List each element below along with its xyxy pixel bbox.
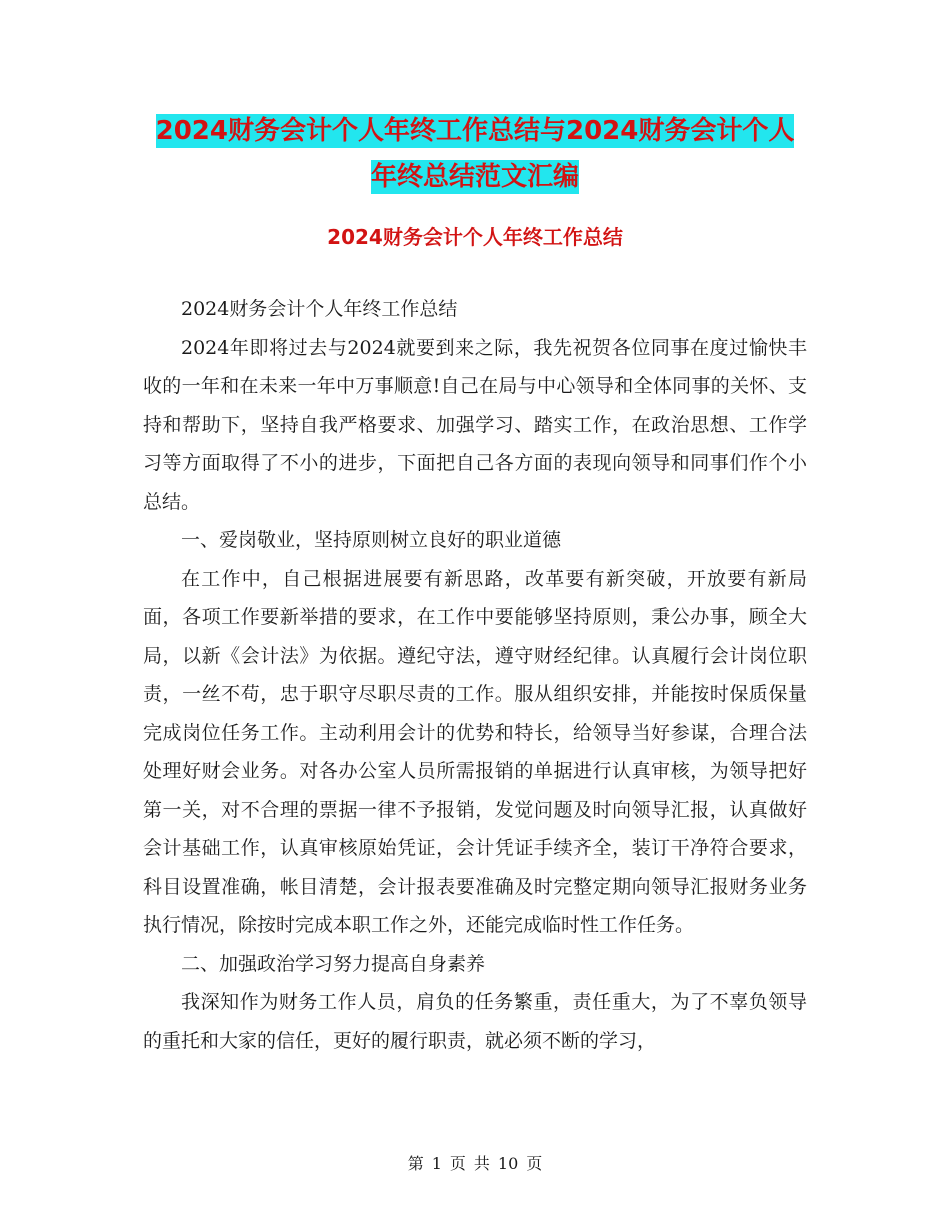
section-heading: 二、加强政治学习努力提高自身素养 (181, 952, 486, 975)
total-label: 共 (473, 1154, 490, 1173)
page-total: 10 (497, 1154, 519, 1173)
document-body (143, 290, 807, 1060)
page-current: 1 (431, 1154, 442, 1173)
document-title (0, 108, 950, 200)
title-line-1: 2024财务会计个人年终工作总结与2024财务会计个人 (155, 116, 795, 146)
page-footer (0, 1152, 950, 1176)
page-label-post: 页 (526, 1154, 543, 1173)
section-heading: 一、爱岗敬业，坚持原则树立良好的职业道德 (181, 529, 562, 551)
paragraph: 在工作中，自己根据进展要有新思路，改革要有新突破，开放要有新局面，各项工作要新举措的要求，在工作中要能够坚持原则，秉公办事，顾全大局，以新《会计法》为依据。遵纪守法，遵守财经纪律。认真履行会计岗位职责，一丝不苟，忠于职守尽职尽责的工作。服从组织安排，并能按时保质保量完成岗位任务工作。主动利用会计的优势和特长，给领导当好参谋，合理合法处理好财会业务。对各办公室人员所需报销的单据进行认真审核，为领导把好第一关，对不合理的票据一律不予报销，发觉问题及时向领导汇报，认真做好会计基础工作，认真审核原始凭证，会计凭证手续齐全，装订干净符合要求，科目设置准确，帐目清楚，会计报表要准确及时完整定期向领导汇报财务业务执行情况，除按时完成本职工作之外，还能完成临时性工作任务。 (143, 567, 807, 936)
paragraph: 我深知作为财务工作人员，肩负的任务繁重，责任重大，为了不辜负领导的重托和大家的信任，更好的履行职责，就必须不断的学习， (143, 991, 807, 1052)
page-label-mid: 页 (449, 1154, 466, 1173)
section-title: 2024财务会计个人年终工作总结 (327, 225, 623, 249)
title-line-2: 年终总结范文汇编 (370, 162, 579, 192)
paragraph: 2024财务会计个人年终工作总结 (181, 298, 458, 320)
page-label-pre: 第 (407, 1154, 424, 1173)
paragraph: 2024年即将过去与2024就要到来之际，我先祝贺各位同事在度过愉快丰收的一年和在未来一年中万事顺意!自己在局与中心领导和全体同事的关怀、支持和帮助下，坚持自我严格要求、加强学习、踏实工作，在政治思想、工作学习等方面取得了不小的进步，下面把自己各方面的表现向领导和同事们作个小总结。 (143, 336, 807, 513)
